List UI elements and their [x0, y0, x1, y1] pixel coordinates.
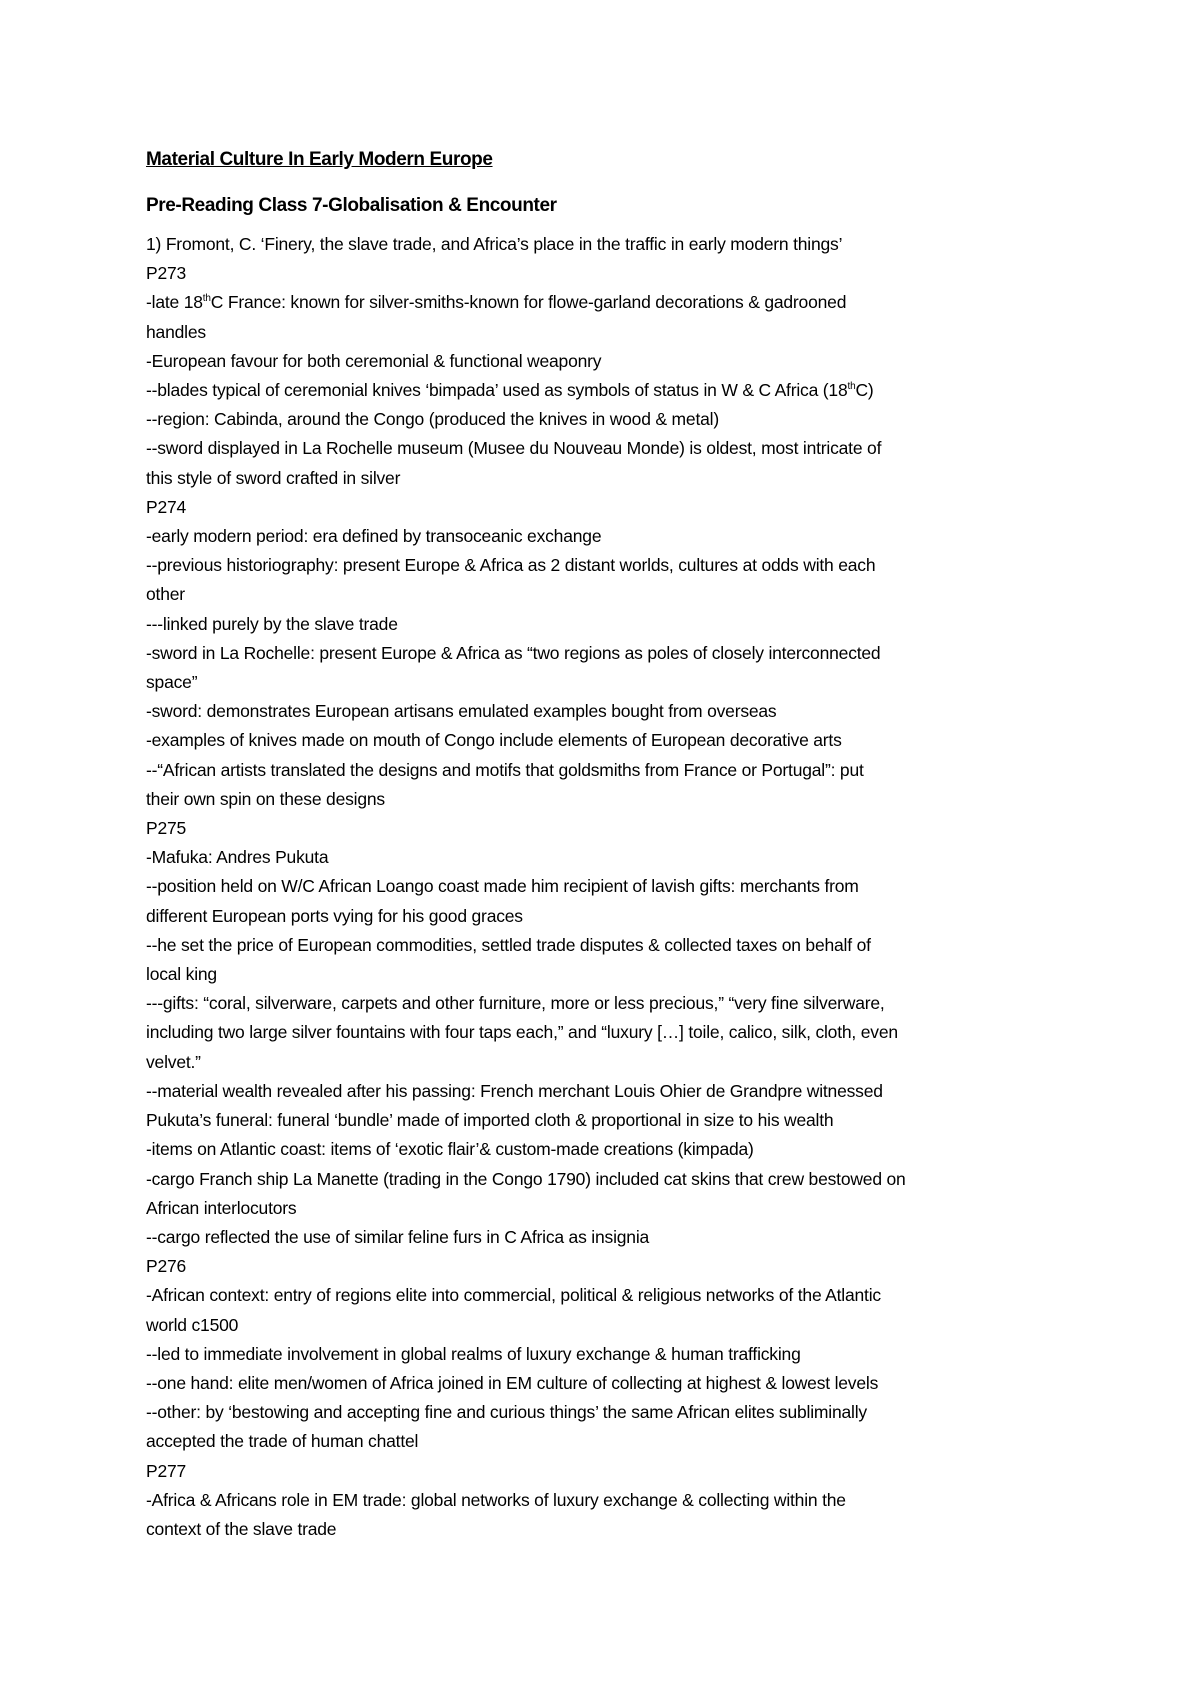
superscript: th [847, 381, 856, 393]
note-line: --other: by ‘bestowing and accepting fine and curious things’ the same African elites subliminally [146, 1402, 867, 1423]
document-page [146, 144, 1066, 1544]
note-line: this style of sword crafted in silver [146, 467, 401, 488]
note-line: -European favour for both ceremonial & functional weaponry [146, 350, 602, 371]
note-line-text: -late 18 [146, 292, 203, 313]
note-line: P274 [146, 496, 187, 517]
note-line: P275 [146, 818, 187, 839]
note-line: African interlocutors [146, 1197, 297, 1218]
notes-body [146, 230, 1066, 1544]
superscript: th [202, 293, 211, 305]
note-line: --“African artists translated the designs and motifs that goldsmiths from France or Portugal”: put [146, 759, 864, 780]
note-line: --led to immediate involvement in global realms of luxury exchange & human trafficking [146, 1343, 801, 1364]
note-line: space” [146, 672, 198, 693]
note-line: -Africa & Africans role in EM trade: global networks of luxury exchange & collecting within the [146, 1489, 846, 1510]
note-line: --one hand: elite men/women of Africa joined in EM culture of collecting at highest & lowest levels [146, 1372, 879, 1393]
note-line: --cargo reflected the use of similar feline furs in C Africa as insignia [146, 1226, 650, 1247]
note-line: Pukuta’s funeral: funeral ‘bundle’ made of imported cloth & proportional in size to his wealth [146, 1110, 834, 1131]
note-line: P273 [146, 263, 187, 284]
note-line-text: C) [855, 380, 874, 401]
note-line: -sword: demonstrates European artisans emulated examples bought from overseas [146, 701, 777, 722]
document-title: Material Culture In Early Modern Europe [146, 149, 493, 170]
note-line: P276 [146, 1256, 187, 1277]
note-line [146, 288, 1066, 317]
note-line: -Mafuka: Andres Pukuta [146, 847, 329, 868]
note-line [146, 376, 1066, 405]
note-line: --previous historiography: present Europe & Africa as 2 distant worlds, cultures at odds with each [146, 555, 876, 576]
document-subtitle: Pre-Reading Class 7-Globalisation & Encounter [146, 195, 557, 216]
note-line: --he set the price of European commodities, settled trade disputes & collected taxes on behalf of [146, 934, 871, 955]
note-line: -cargo Franch ship La Manette (trading in the Congo 1790) included cat skins that crew bestowed on [146, 1168, 906, 1189]
note-line: handles [146, 321, 206, 342]
note-line: 1) Fromont, C. ‘Finery, the slave trade, and Africa’s place in the traffic in early modern things’ [146, 234, 843, 254]
note-line: -examples of knives made on mouth of Congo include elements of European decorative arts [146, 730, 842, 751]
note-line: -early modern period: era defined by transoceanic exchange [146, 526, 602, 547]
note-line-text: C France: known for silver-smiths-known for flowe-garland decorations & gadrooned [210, 292, 847, 313]
note-line: world c1500 [146, 1314, 239, 1335]
note-line: --sword displayed in La Rochelle museum (Musee du Nouveau Monde) is oldest, most intricate of [146, 438, 882, 459]
note-line: -sword in La Rochelle: present Europe & Africa as “two regions as poles of closely interconnected [146, 642, 881, 663]
note-line: velvet.” [146, 1051, 201, 1072]
note-line: -items on Atlantic coast: items of ‘exotic flair’& custom-made creations (kimpada) [146, 1139, 754, 1160]
note-line: P277 [146, 1460, 187, 1481]
note-line: ---linked purely by the slave trade [146, 613, 398, 634]
note-line: other [146, 584, 185, 605]
note-line-text: --blades typical of ceremonial knives ‘bimpada’ used as symbols of status in W & C Africa (18 [146, 380, 848, 401]
note-line: different European ports vying for his good graces [146, 905, 523, 926]
note-line: accepted the trade of human chattel [146, 1431, 419, 1452]
note-line: --region: Cabinda, around the Congo (produced the knives in wood & metal) [146, 409, 719, 430]
note-line: local king [146, 964, 217, 985]
note-line: including two large silver fountains with four taps each,” and “luxury […] toile, calico, silk, cloth, even [146, 1022, 898, 1043]
note-line: ---gifts: “coral, silverware, carpets and other furniture, more or less precious,” “very fine silverware, [146, 993, 885, 1014]
note-line: their own spin on these designs [146, 788, 385, 809]
note-line: -African context: entry of regions elite into commercial, political & religious networks of the Atlantic [146, 1285, 881, 1306]
note-line: --material wealth revealed after his passing: French merchant Louis Ohier de Grandpre witnessed [146, 1080, 883, 1101]
note-line: --position held on W/C African Loango coast made him recipient of lavish gifts: merchants from [146, 876, 859, 897]
note-line: context of the slave trade [146, 1518, 337, 1539]
